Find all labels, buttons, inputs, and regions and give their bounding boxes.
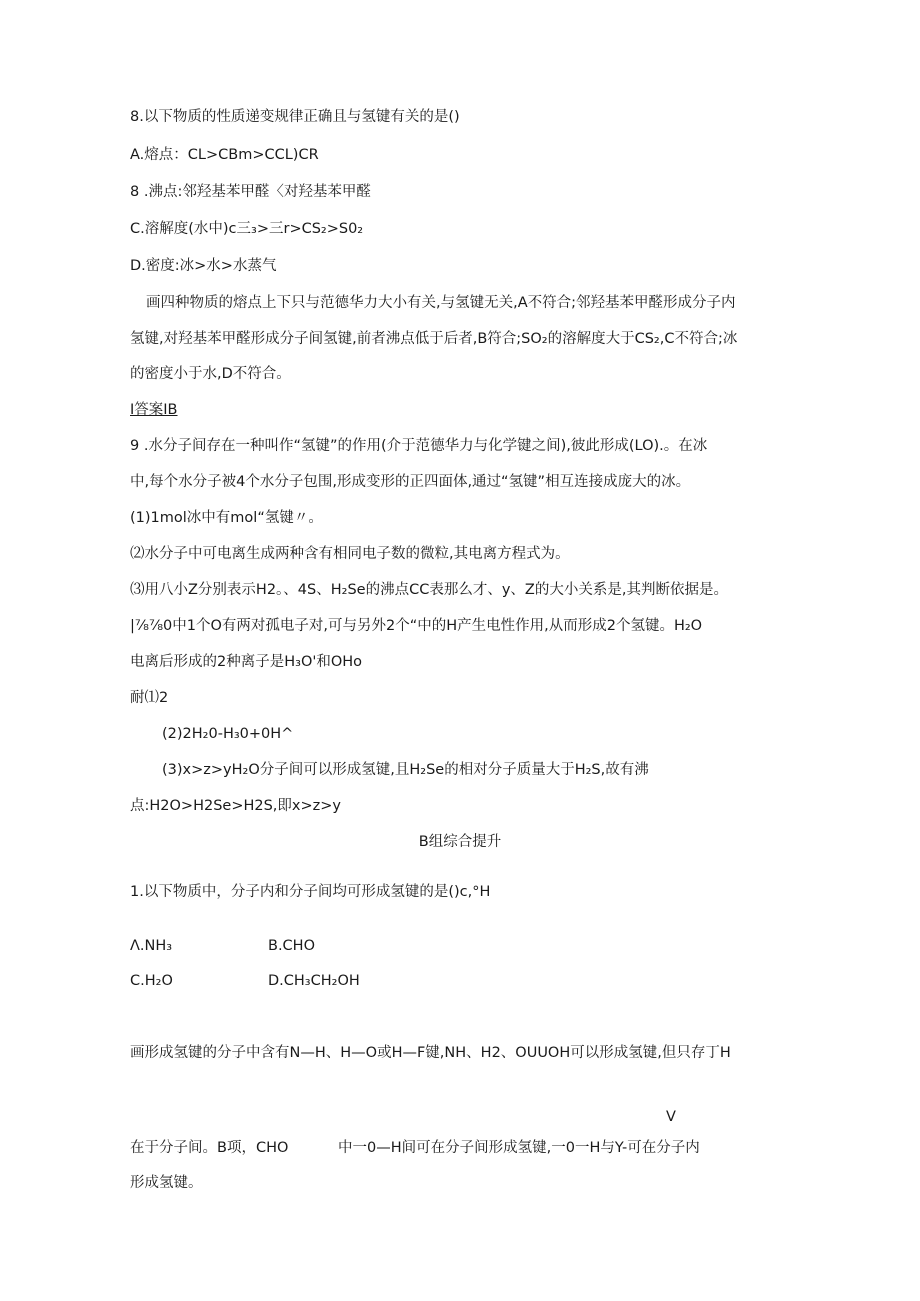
b1-analysis-line-3: 形成氢键。 bbox=[130, 1175, 203, 1191]
q9-part-3: ⑶用八小Z分别表示H2。、4S、H₂Se的沸点CC表那么才、y、Z的大小关系是,其判断依据是。 bbox=[130, 582, 728, 598]
q9-answer-3-line-2: 点:H2O>H2Se>H2S,即x>z>y bbox=[130, 798, 341, 814]
q9-answer-2: (2)2H₂0-H₃0+0H^ bbox=[162, 726, 294, 742]
q8-option-a: A.熔点：CL>CBm>CCL)CR bbox=[130, 147, 319, 163]
b1-option-a: Λ.NH₃ bbox=[130, 938, 173, 954]
q9-stem-line-2: 中,每个水分子被4个水分子包围,形成变形的正四面体,通过“氢键”相互连接成庞大的冰。 bbox=[130, 474, 691, 490]
b1-option-b: B.CHO bbox=[268, 938, 315, 954]
section-heading: B组综合提升 bbox=[418, 834, 502, 850]
q8-option-c: C.溶解度(水中)c三₃>三r>CS₂>S0₂ bbox=[130, 221, 364, 237]
q9-analysis-line-2: 电离后形成的2种离子是H₃O'和OHo bbox=[130, 654, 363, 670]
q9-part-2: ⑵水分子中可电离生成两种含有相同电子数的微粒,其电离方程式为。 bbox=[130, 546, 570, 562]
b1-option-c: C.H₂O bbox=[130, 973, 173, 989]
q8-analysis-line-3: 的密度小于水,D不符合。 bbox=[130, 366, 291, 382]
q8-option-b: 8 .沸点:邻羟基苯甲醛〈对羟基苯甲醛 bbox=[130, 184, 371, 200]
b1-analysis-line-1: 画形成氢键的分子中含有N—H、H—O或H—F键,NH、H2、OUUOH可以形成氢键,但只存丁H bbox=[130, 1045, 731, 1061]
q8-analysis-line-1: 画四种物质的熔点上下只与范德华力大小有关,与氢键无关,A不符合;邻羟基苯甲醛形成分子内 bbox=[146, 295, 736, 311]
q8-option-d: D.密度:冰>水>水蒸气 bbox=[130, 258, 277, 274]
q8-stem: 8.以下物质的性质递变规律正确且与氢键有关的是() bbox=[130, 109, 460, 125]
q9-part-1: (1)1mol冰中有mol“氢键〃。 bbox=[130, 510, 323, 526]
b1-analysis-line-2b: 中一0—H间可在分子间形成氢键,一0一H与Y-可在分子内 bbox=[338, 1140, 700, 1156]
q9-analysis-line-1: |⅞⅞0中1个O有两对孤电子对,可与另外2个“中的H产生电性作用,从而形成2个氢键。H₂O bbox=[130, 618, 703, 634]
q9-stem-line-1: 9 .水分子间存在一种叫作“氢键”的作用(介于范德华力与化学键之间),彼此形成(LO).。在冰 bbox=[130, 438, 708, 454]
q8-answer: I答案IB bbox=[130, 402, 178, 418]
structure-fragment-v: V bbox=[666, 1109, 676, 1125]
q9-answer-3-line-1: (3)x>z>yH₂O分子间可以形成氢键,且H₂Se的相对分子质量大于H₂S,故有沸 bbox=[162, 762, 649, 778]
b1-analysis-line-2a: 在于分子间。B项，CHO bbox=[130, 1140, 289, 1156]
b1-option-d: D.CH₃CH₂OH bbox=[268, 973, 360, 989]
q9-answer-1: 耐⑴2 bbox=[130, 690, 169, 706]
q8-analysis-line-2: 氢键,对羟基苯甲醛形成分子间氢键,前者沸点低于后者,B符合;SO₂的溶解度大于CS₂,C不符合;冰 bbox=[130, 331, 738, 347]
b1-stem: 1.以下物质中，分子内和分子间均可形成氢键的是()c,°H bbox=[130, 884, 491, 900]
